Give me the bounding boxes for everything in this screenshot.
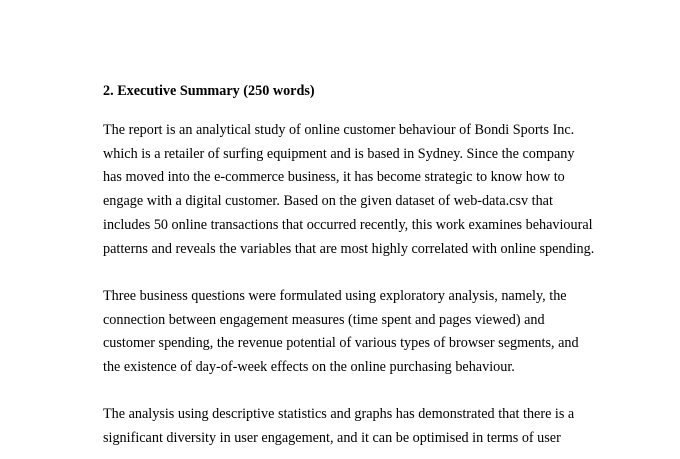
paragraph-line: significant diversity in user engagement, and it can be optimised in terms of user: [103, 429, 561, 446]
paragraph-line: the existence of day-of-week effects on the online purchasing behaviour.: [103, 359, 515, 376]
paragraph-line: includes 50 online transactions that occurred recently, this work examines behavioural: [103, 216, 593, 233]
paragraph-line: patterns and reveals the variables that are most highly correlated with online spending.: [103, 240, 595, 257]
paragraph-line: connection between engagement measures (time spent and pages viewed) and: [103, 311, 545, 328]
paragraph-line: which is a retailer of surfing equipment and is based in Sydney. Since the company: [103, 145, 575, 162]
paragraph-analysis: [103, 403, 574, 450]
paragraph-line: The report is an analytical study of online customer behaviour of Bondi Sports Inc.: [103, 122, 575, 138]
paragraph-line: The analysis using descriptive statistics and graphs has demonstrated that there is a: [103, 406, 575, 422]
section-heading: 2. Executive Summary (250 words): [103, 83, 315, 99]
paragraph-line: Three business questions were formulated using exploratory analysis, namely, the: [103, 288, 567, 304]
paragraph-line: engage with a digital customer. Based on the given dataset of web-data.csv that: [103, 193, 553, 210]
paragraph-intro: [103, 119, 594, 261]
paragraph-line: has moved into the e-commerce business, it has become strategic to know how to: [103, 169, 565, 186]
paragraph-line: customer spending, the revenue potential of various types of browser segments, and: [103, 335, 579, 352]
paragraph-questions: [103, 285, 579, 380]
